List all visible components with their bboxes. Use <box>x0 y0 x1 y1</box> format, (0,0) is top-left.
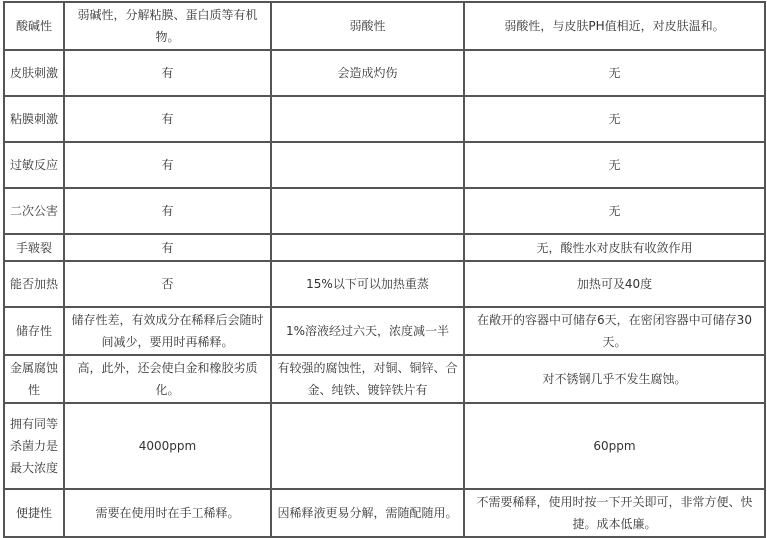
comparison-table <box>3 1 766 538</box>
cell-col1: 需要在使用时在手工稀释。 <box>64 489 271 537</box>
table-row <box>4 188 765 234</box>
row-label: 能否加热 <box>4 261 64 307</box>
cell-col3: 加热可及40度 <box>464 261 765 307</box>
table-row <box>4 96 765 142</box>
table-row <box>4 355 765 403</box>
table-row <box>4 261 765 307</box>
cell-col1: 4000ppm <box>64 403 271 489</box>
cell-col3: 在敞开的容器中可储存6天，在密闭容器中可储存30天。 <box>464 307 765 355</box>
row-label: 过敏反应 <box>4 142 64 188</box>
cell-col3: 无，酸性水对皮肤有收敛作用 <box>464 234 765 261</box>
cell-col1: 有 <box>64 234 271 261</box>
cell-col1: 储存性差，有效成分在稀释后会随时间减少，要用时再稀释。 <box>64 307 271 355</box>
cell-col3: 无 <box>464 50 765 96</box>
cell-col2: 因稀释液更易分解，需随配随用。 <box>271 489 464 537</box>
cell-col2 <box>271 96 464 142</box>
cell-col2 <box>271 234 464 261</box>
row-label: 粘膜刺激 <box>4 96 64 142</box>
cell-col2 <box>271 188 464 234</box>
cell-col3: 无 <box>464 142 765 188</box>
cell-col1: 有 <box>64 142 271 188</box>
row-label: 拥有同等杀菌力是最大浓度 <box>4 403 64 489</box>
cell-col3: 对不锈钢几乎不发生腐蚀。 <box>464 355 765 403</box>
cell-col2: 1%溶液经过六天，浓度减一半 <box>271 307 464 355</box>
cell-col2 <box>271 403 464 489</box>
row-label: 二次公害 <box>4 188 64 234</box>
cell-col1: 有 <box>64 50 271 96</box>
table-row <box>4 234 765 261</box>
cell-col3: 不需要稀释，使用时按一下开关即可，非常方便、快捷。成本低廉。 <box>464 489 765 537</box>
row-label: 金属腐蚀性 <box>4 355 64 403</box>
cell-col1: 有 <box>64 188 271 234</box>
cell-col1: 弱碱性，分解粘膜、蛋白质等有机物。 <box>64 2 271 50</box>
row-label: 皮肤刺激 <box>4 50 64 96</box>
table-row <box>4 50 765 96</box>
row-label: 手皲裂 <box>4 234 64 261</box>
row-label: 便捷性 <box>4 489 64 537</box>
row-label: 酸碱性 <box>4 2 64 50</box>
cell-col3: 60ppm <box>464 403 765 489</box>
row-label: 储存性 <box>4 307 64 355</box>
cell-col2: 弱酸性 <box>271 2 464 50</box>
cell-col3: 无 <box>464 96 765 142</box>
table-row <box>4 2 765 50</box>
cell-col2 <box>271 142 464 188</box>
cell-col1: 高，此外，还会使白金和橡胶劣质化。 <box>64 355 271 403</box>
cell-col2: 有较强的腐蚀性，对铜、铜锌、合金、纯铁、镀锌铁片有 <box>271 355 464 403</box>
table-row <box>4 142 765 188</box>
table-row <box>4 403 765 489</box>
cell-col1: 有 <box>64 96 271 142</box>
cell-col1: 否 <box>64 261 271 307</box>
table-row <box>4 489 765 537</box>
cell-col2: 会造成灼伤 <box>271 50 464 96</box>
table-row <box>4 307 765 355</box>
cell-col3: 无 <box>464 188 765 234</box>
cell-col3: 弱酸性，与皮肤PH值相近，对皮肤温和。 <box>464 2 765 50</box>
cell-col2: 15%以下可以加热重蒸 <box>271 261 464 307</box>
